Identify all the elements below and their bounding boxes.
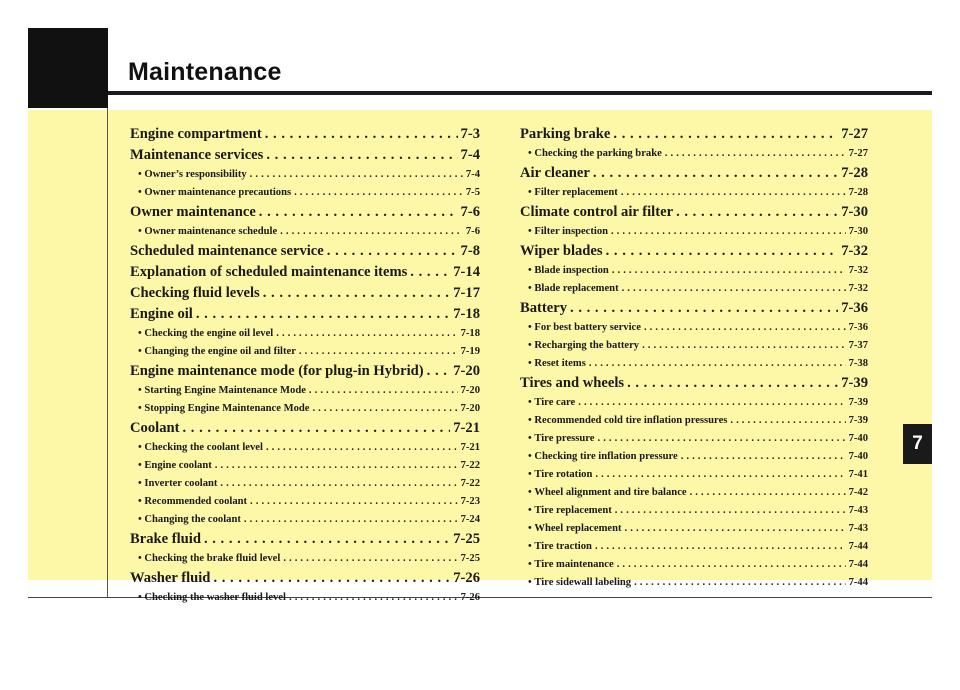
toc-section-entry[interactable] (520, 202, 868, 223)
toc-page-number: 7-25 (453, 531, 480, 547)
toc-page-number: 7-30 (841, 204, 868, 220)
toc-entry-label: • Owner maintenance schedule (138, 223, 277, 241)
dot-leader (220, 475, 457, 493)
toc-page-number: 7-6 (465, 226, 480, 237)
toc-page-number: 7-42 (848, 487, 868, 498)
chapter-tab[interactable]: 7 (903, 424, 932, 464)
dot-leader (598, 430, 846, 448)
toc-subsection-entry[interactable] (130, 475, 480, 493)
dot-leader (606, 241, 839, 262)
toc-entry-label: Climate control air filter (520, 204, 674, 220)
toc-subsection-entry[interactable] (130, 325, 480, 343)
toc-page-number: 7-43 (848, 505, 868, 516)
toc-page-number: 7-24 (460, 514, 480, 525)
toc-entry-label: • Checking the coolant level (138, 439, 263, 457)
dot-leader (690, 484, 846, 502)
dot-leader (627, 373, 838, 394)
dot-leader (611, 223, 846, 241)
dot-leader (204, 529, 450, 550)
dot-leader (681, 448, 846, 466)
dot-leader (283, 550, 457, 568)
toc-entry-label: • Wheel alignment and tire balance (528, 484, 687, 502)
dot-leader (578, 394, 845, 412)
toc-entry-label: Washer fluid (130, 570, 211, 586)
dot-leader (410, 262, 450, 283)
toc-page-number: 7-3 (460, 126, 480, 142)
toc-page-number: 7-40 (848, 451, 868, 462)
toc-page-number: 7-32 (848, 265, 868, 276)
toc-entry-label: Wiper blades (520, 243, 603, 259)
toc-subsection-entry[interactable] (520, 556, 868, 574)
toc-page-number: 7-32 (841, 243, 868, 259)
toc-entry-label: • Engine coolant (138, 457, 212, 475)
toc-subsection-entry[interactable] (520, 520, 868, 538)
toc-section-entry[interactable] (520, 241, 868, 262)
dot-leader (250, 493, 458, 511)
dot-leader (259, 202, 458, 223)
toc-page-number: 7-22 (460, 460, 480, 471)
dot-leader (622, 280, 846, 298)
toc-subsection-entry[interactable] (520, 394, 868, 412)
toc-entry-label: • Changing the engine oil and filter (138, 343, 296, 361)
dot-leader (215, 457, 458, 475)
margin-divider (107, 108, 108, 598)
toc-column-left (130, 124, 480, 607)
dot-leader (312, 400, 457, 418)
toc-entry-label: • Blade inspection (528, 262, 609, 280)
toc-section-entry[interactable] (130, 418, 480, 439)
toc-subsection-entry[interactable] (130, 382, 480, 400)
dot-leader (617, 556, 846, 574)
toc-subsection-entry[interactable] (130, 400, 480, 418)
toc-page-number: 7-40 (848, 433, 868, 444)
toc-entry-label: Engine maintenance mode (for plug-in Hybrid) (130, 363, 424, 379)
toc-entry-label: Engine oil (130, 306, 193, 322)
dot-leader (250, 166, 463, 184)
toc-page-number: 7-28 (848, 187, 868, 198)
toc-entry-label: Brake fluid (130, 531, 201, 547)
dot-leader (263, 283, 451, 304)
toc-entry-label: • Tire traction (528, 538, 592, 556)
toc-entry-label: • For best battery service (528, 319, 641, 337)
toc-subsection-entry[interactable] (130, 457, 480, 475)
toc-subsection-entry[interactable] (520, 502, 868, 520)
toc-page-number: 7-5 (465, 187, 480, 198)
dot-leader (589, 355, 846, 373)
dot-leader (196, 304, 450, 325)
toc-subsection-entry[interactable] (130, 166, 480, 184)
toc-entry-label: • Tire care (528, 394, 575, 412)
toc-entry-label: • Reset items (528, 355, 586, 373)
dot-leader (265, 124, 458, 145)
toc-page-number: 7-18 (460, 328, 480, 339)
toc-subsection-entry[interactable] (130, 223, 480, 241)
toc-page-number: 7-27 (841, 126, 868, 142)
toc-subsection-entry[interactable] (520, 430, 868, 448)
toc-subsection-entry[interactable] (520, 484, 868, 502)
toc-section-entry[interactable] (130, 283, 480, 304)
toc-page-number: 7-6 (460, 204, 480, 220)
toc-subsection-entry[interactable] (130, 493, 480, 511)
dot-leader (266, 145, 457, 166)
toc-page-number: 7-23 (460, 496, 480, 507)
dot-leader (266, 439, 458, 457)
dot-leader (280, 223, 463, 241)
dot-leader (621, 184, 846, 202)
toc-page-number: 7-44 (848, 559, 868, 570)
toc-entry-label: • Changing the coolant (138, 511, 241, 529)
toc-subsection-entry[interactable] (520, 412, 868, 430)
toc-subsection-entry[interactable] (130, 550, 480, 568)
page-title: Maintenance (128, 58, 282, 86)
dot-leader (294, 184, 463, 202)
toc-page-number: 7-8 (460, 243, 480, 259)
toc-section-entry[interactable] (130, 262, 480, 283)
toc-entry-label: • Recharging the battery (528, 337, 639, 355)
toc-entry-label: • Filter inspection (528, 223, 608, 241)
dot-leader (299, 343, 458, 361)
toc-page-number: 7-36 (848, 322, 868, 333)
dot-leader (634, 574, 845, 592)
toc-page-number: 7-14 (453, 264, 480, 280)
toc-subsection-entry[interactable] (520, 466, 868, 484)
toc-entry-label: • Owner maintenance precautions (138, 184, 291, 202)
toc-page-number: 7-20 (460, 385, 480, 396)
dot-leader (615, 502, 846, 520)
dot-leader (665, 145, 846, 163)
toc-section-entry[interactable] (520, 373, 868, 394)
toc-page-number: 7-4 (460, 147, 480, 163)
toc-entry-label: Explanation of scheduled maintenance items (130, 264, 408, 280)
toc-page-number: 7-18 (453, 306, 480, 322)
toc-subsection-entry[interactable] (130, 589, 480, 607)
toc-entry-label: • Tire pressure (528, 430, 595, 448)
dot-leader (644, 319, 846, 337)
toc-page-number: 7-21 (453, 420, 480, 436)
toc-page-number: 7-36 (841, 300, 868, 316)
toc-entry-label: • Checking the parking brake (528, 145, 662, 163)
toc-entry-label: • Recommended coolant (138, 493, 247, 511)
toc-page-number: 7-17 (453, 285, 480, 301)
toc-subsection-entry[interactable] (520, 280, 868, 298)
toc-page-number: 7-26 (453, 570, 480, 586)
dot-leader (244, 511, 458, 529)
toc-page-number: 7-20 (453, 363, 480, 379)
toc-page-number: 7-43 (848, 523, 868, 534)
toc-entry-label: • Stopping Engine Maintenance Mode (138, 400, 309, 418)
toc-subsection-entry[interactable] (520, 337, 868, 355)
toc-entry-label: Tires and wheels (520, 375, 625, 391)
toc-subsection-entry[interactable] (520, 145, 868, 163)
toc-subsection-entry[interactable] (130, 184, 480, 202)
chapter-header-block (28, 28, 108, 108)
toc-page-number: 7-19 (460, 346, 480, 357)
toc-page-number: 7-38 (848, 358, 868, 369)
dot-leader (593, 163, 838, 184)
toc-section-entry[interactable] (130, 361, 480, 382)
toc-column-right (520, 124, 868, 592)
dot-leader (327, 241, 458, 262)
dot-leader (182, 418, 450, 439)
toc-entry-label: • Starting Engine Maintenance Mode (138, 382, 306, 400)
toc-page-number: 7-20 (460, 403, 480, 414)
toc-subsection-entry[interactable] (520, 448, 868, 466)
toc-page-number: 7-26 (460, 592, 480, 603)
title-underline (108, 91, 932, 95)
toc-page-number: 7-44 (848, 577, 868, 588)
toc-entry-label: • Tire rotation (528, 466, 592, 484)
toc-entry-label: Air cleaner (520, 165, 590, 181)
toc-section-entry[interactable] (130, 124, 480, 145)
toc-section-entry[interactable] (130, 304, 480, 325)
toc-entry-label: Maintenance services (130, 147, 264, 163)
toc-entry-label: • Checking tire inflation pressure (528, 448, 678, 466)
dot-leader (309, 382, 458, 400)
dot-leader (595, 538, 846, 556)
dot-leader (612, 262, 846, 280)
toc-section-entry[interactable] (520, 124, 868, 145)
toc-subsection-entry[interactable] (520, 574, 868, 592)
dot-leader (613, 124, 838, 145)
toc-entry-label: Owner maintenance (130, 204, 256, 220)
toc-entry-label: • Checking the engine oil level (138, 325, 273, 343)
toc-section-entry[interactable] (520, 298, 868, 319)
toc-subsection-entry[interactable] (520, 538, 868, 556)
dot-leader (570, 298, 838, 319)
toc-entry-label: • Filter replacement (528, 184, 618, 202)
toc-entry-label: Parking brake (520, 126, 611, 142)
dot-leader (595, 466, 845, 484)
toc-page-number: 7-39 (841, 375, 868, 391)
toc-subsection-entry[interactable] (520, 319, 868, 337)
toc-page-number: 7-22 (460, 478, 480, 489)
dot-leader (676, 202, 838, 223)
toc-entry-label: • Recommended cold tire inflation pressures (528, 412, 727, 430)
toc-entry-label: • Wheel replacement (528, 520, 622, 538)
toc-page-number: 7-44 (848, 541, 868, 552)
toc-page-number: 7-27 (848, 148, 868, 159)
toc-entry-label: • Checking the brake fluid level (138, 550, 280, 568)
dot-leader (642, 337, 845, 355)
toc-subsection-entry[interactable] (130, 439, 480, 457)
toc-section-entry[interactable] (130, 202, 480, 223)
dot-leader (289, 589, 458, 607)
toc-entry-label: • Tire sidewall labeling (528, 574, 631, 592)
toc-entry-label: • Tire replacement (528, 502, 612, 520)
toc-section-entry[interactable] (130, 145, 480, 166)
toc-subsection-entry[interactable] (130, 343, 480, 361)
toc-page-number: 7-25 (460, 553, 480, 564)
toc-section-entry[interactable] (130, 529, 480, 550)
toc-page-number: 7-21 (460, 442, 480, 453)
toc-entry-label: Checking fluid levels (130, 285, 260, 301)
toc-section-entry[interactable] (130, 568, 480, 589)
toc-entry-label: Coolant (130, 420, 180, 436)
toc-entry-label: • Tire maintenance (528, 556, 614, 574)
toc-subsection-entry[interactable] (130, 511, 480, 529)
dot-leader (730, 412, 845, 430)
toc-entry-label: Battery (520, 300, 568, 316)
toc-subsection-entry[interactable] (520, 223, 868, 241)
toc-page-number: 7-39 (848, 397, 868, 408)
toc-page-number: 7-4 (465, 169, 480, 180)
toc-page-number: 7-28 (841, 165, 868, 181)
toc-subsection-entry[interactable] (520, 355, 868, 373)
toc-section-entry[interactable] (130, 241, 480, 262)
toc-entry-label: • Owner’s responsibility (138, 166, 247, 184)
toc-page-number: 7-39 (848, 415, 868, 426)
toc-page-number: 7-32 (848, 283, 868, 294)
toc-page-number: 7-37 (848, 340, 868, 351)
dot-leader (213, 568, 450, 589)
dot-leader (625, 520, 846, 538)
toc-page-number: 7-30 (848, 226, 868, 237)
toc-section-entry[interactable] (520, 163, 868, 184)
toc-entry-label: • Checking the washer fluid level (138, 589, 286, 607)
toc-subsection-entry[interactable] (520, 184, 868, 202)
toc-subsection-entry[interactable] (520, 262, 868, 280)
toc-entry-label: • Blade replacement (528, 280, 619, 298)
toc-entry-label: Scheduled maintenance service (130, 243, 324, 259)
toc-page-number: 7-41 (848, 469, 868, 480)
toc-entry-label: • Inverter coolant (138, 475, 217, 493)
dot-leader (427, 361, 451, 382)
toc-entry-label: Engine compartment (130, 126, 262, 142)
dot-leader (276, 325, 457, 343)
